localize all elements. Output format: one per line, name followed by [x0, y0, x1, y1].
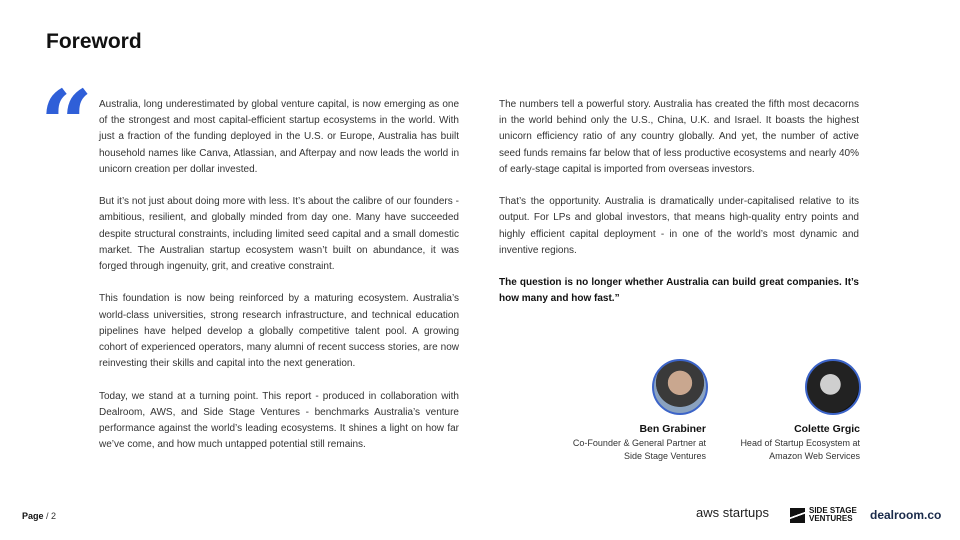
- page-indicator: [22, 511, 56, 521]
- paragraph: Australia, long underestimated by global venture capital, is now emerging as one of the strongest and most capital-efficient startup ecosystems in the world. With just a fraction of the funding deployed in the U.S. or Europe, Australia has built household names like Canva, Atlassian, and Afterpay and now leads the world in unicorn creation per dollar invested.: [99, 99, 459, 175]
- paragraph: The numbers tell a powerful story. Australia has created the fifth most decacorns in the world behind only the U.S., China, U.K. and Israel. It boasts the highest unicorn efficiency ratio of any country globally. And yet, the number of active seed funds remains far below that of less productive ecosystems and nearly 40% of early-stage capital is imported from overseas investors.: [499, 99, 859, 175]
- side-stage-ventures-logo: [790, 507, 857, 523]
- side-stage-mark-icon: [790, 508, 805, 523]
- person-role: Co-Founder & General Partner at: [572, 438, 706, 448]
- person-ben-grabiner: [536, 422, 706, 463]
- ventures-text: VENTURES: [809, 514, 853, 523]
- page-label: Page: [22, 511, 44, 521]
- right-column: [499, 97, 859, 324]
- dealroom-logo: dealroom.co: [870, 508, 942, 522]
- avatar-colette-grgic: [805, 359, 861, 415]
- person-role: Head of Startup Ecosystem at: [740, 438, 860, 448]
- paragraph: This foundation is now being reinforced by a maturing ecosystem. Australia’s world-class universities, strong research infrastructure, and technical education pipelines have helped develop a globally competitive talent pool. A growing cohort of experienced operators, many alumni of recent success stories, are now reinvesting their skills and capital into the next generation.: [99, 293, 459, 370]
- side-stage-text: SIDE STAGE: [809, 506, 857, 515]
- person-name: Colette Grgic: [794, 423, 860, 435]
- person-company: Amazon Web Services: [769, 451, 860, 461]
- avatar-ben-grabiner: [652, 359, 708, 415]
- paragraph: That’s the opportunity. Australia is dramatically under-capitalised relative to its output. For LPs and global investors, that means high-quality entry points and highly efficient capital deployment - in one of the world’s most dynamic and inventive regions.: [499, 196, 859, 256]
- person-colette-grgic: [690, 422, 860, 463]
- paragraph: Today, we stand at a turning point. This report - produced in collaboration with Dealroom, AWS, and Side Stage Ventures - benchmarks Australia’s venture performance against the world’s leading ecosystems. It shines a light on how far we’ve come, and how much untapped potential still remains.: [99, 390, 459, 451]
- person-name: Ben Grabiner: [639, 423, 706, 435]
- left-column: [99, 97, 459, 470]
- page-title: Foreword: [46, 30, 142, 53]
- aws-startups-logo: [696, 505, 769, 520]
- paragraph: But it’s not just about doing more with less. It’s about the calibre of our founders - ambitious, resilient, and globally minded from day one. Many have succeeded despite structural constraints, including limited seed capital and a small domestic market. The Australian startup ecosystem wasn’t built on abundance, it was forged through ingenuity, grit, and creative constraint.: [99, 196, 459, 273]
- quote-mark-icon: “: [40, 70, 93, 178]
- closing-statement: The question is no longer whether Australia can build great companies. It’s how many and how fast.”: [499, 277, 859, 305]
- page-number: / 2: [46, 511, 57, 521]
- person-company: Side Stage Ventures: [623, 451, 706, 461]
- aws-logo-text: aws startups: [696, 505, 769, 520]
